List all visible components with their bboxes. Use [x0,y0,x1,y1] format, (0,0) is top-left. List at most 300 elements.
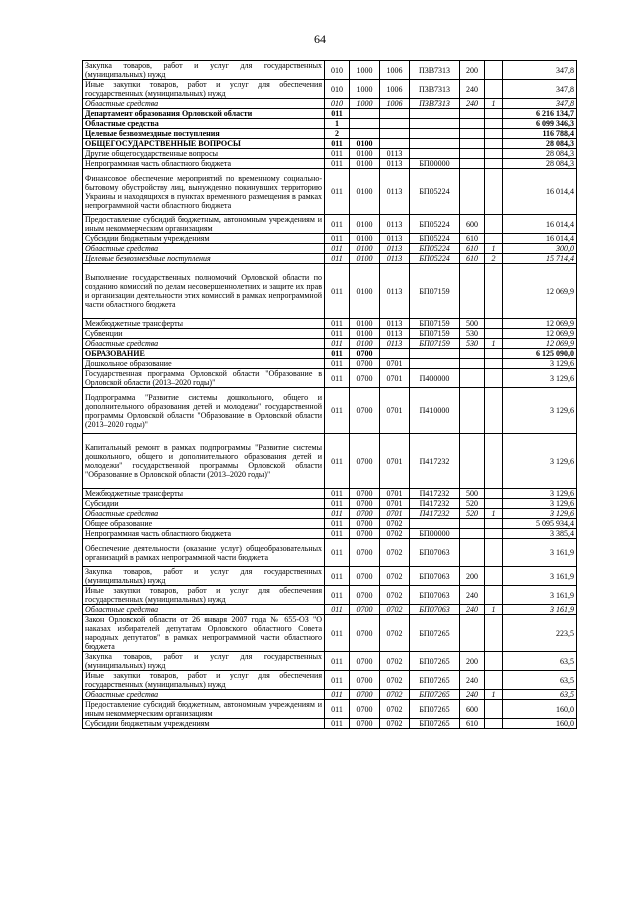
admin-code-cell: 011 [325,388,350,434]
row-name-cell: Закупка товаров, работ и услуг для государственных (муниципальных) нужд [83,61,325,80]
row-name-cell: Подпрограмма "Развитие системы дошкольного, общего и дополнительного образования детей и молодежи" государственной программы Орловской области "Образование в Орловской области (2013–2020 годы)" [83,388,325,434]
admin-code-cell: 011 [325,234,350,244]
row-name-cell: Государственная программа Орловской области "Образование в Орловской области (2013–2020 годы)" [83,369,325,388]
table-row [83,349,577,359]
table-row [83,80,577,99]
subsection-code-cell: 1006 [380,80,410,99]
row-name-cell: Областные средства [83,605,325,615]
subsection-code-cell: 0702 [380,539,410,567]
expense-type-cell [460,349,485,359]
table-row [83,434,577,489]
row-name-cell: ОБРАЗОВАНИЕ [83,349,325,359]
admin-code-cell: 011 [325,339,350,349]
source-code-cell [485,529,503,539]
subsection-code-cell: 0702 [380,519,410,529]
row-name-cell: Финансовое обеспечение мероприятий по временному социально-бытовому обустройству лиц, вынужденно покинувших территорию Украины и находящихся в пунктах временного размещения в рамках непрограммной части областного бюджета [83,169,325,215]
admin-code-cell: 011 [325,489,350,499]
subsection-code-cell: 0702 [380,586,410,605]
amount-cell: 3 129,6 [503,369,577,388]
target-article-cell: БП07159 [410,339,460,349]
admin-code-cell: 011 [325,652,350,671]
amount-cell: 3 161,9 [503,567,577,586]
table-row [83,615,577,652]
target-article-cell: БП00000 [410,529,460,539]
amount-cell: 300,0 [503,244,577,254]
table-row [83,264,577,319]
amount-cell: 347,8 [503,80,577,99]
row-name-cell: Другие общегосударственные вопросы [83,149,325,159]
source-code-cell [485,349,503,359]
source-code-cell [485,499,503,509]
admin-code-cell: 011 [325,359,350,369]
table-row [83,119,577,129]
amount-cell: 63,5 [503,652,577,671]
subsection-code-cell: 0702 [380,700,410,719]
target-article-cell: П417232 [410,489,460,499]
table-row [83,149,577,159]
section-code-cell: 1000 [350,99,380,109]
expense-type-cell: 240 [460,671,485,690]
target-article-cell [410,119,460,129]
subsection-code-cell: 0701 [380,509,410,519]
row-name-cell: Дошкольное образование [83,359,325,369]
target-article-cell [410,519,460,529]
section-code-cell: 0100 [350,254,380,264]
target-article-cell: БП07265 [410,690,460,700]
admin-code-cell: 011 [325,690,350,700]
table-row [83,319,577,329]
target-article-cell: БП07159 [410,264,460,319]
row-name-cell: Областные средства [83,244,325,254]
target-article-cell: БП07159 [410,319,460,329]
target-article-cell: БП07063 [410,539,460,567]
section-code-cell: 0100 [350,234,380,244]
expense-type-cell [460,519,485,529]
row-name-cell: Целевые безвозмездные поступления [83,254,325,264]
expense-type-cell: 610 [460,719,485,729]
target-article-cell: П417232 [410,434,460,489]
source-code-cell [485,129,503,139]
subsection-code-cell: 0113 [380,149,410,159]
admin-code-cell: 1 [325,119,350,129]
section-code-cell: 0700 [350,700,380,719]
source-code-cell [485,652,503,671]
expense-type-cell [460,129,485,139]
expense-type-cell: 200 [460,567,485,586]
expense-type-cell: 520 [460,509,485,519]
section-code-cell: 0100 [350,159,380,169]
expense-type-cell: 500 [460,489,485,499]
expense-type-cell: 610 [460,244,485,254]
target-article-cell [410,359,460,369]
subsection-code-cell: 1006 [380,61,410,80]
amount-cell: 28 084,3 [503,159,577,169]
admin-code-cell: 2 [325,129,350,139]
amount-cell: 12 069,9 [503,339,577,349]
section-code-cell: 0700 [350,359,380,369]
row-name-cell: Субвенции [83,329,325,339]
table-row [83,605,577,615]
row-name-cell: Иные закупки товаров, работ и услуг для обеспечения государственных (муниципальных) нужд [83,671,325,690]
subsection-code-cell: 0702 [380,652,410,671]
amount-cell: 16 014,4 [503,234,577,244]
table-row [83,567,577,586]
target-article-cell [410,139,460,149]
admin-code-cell: 011 [325,434,350,489]
row-name-cell: Закон Орловской области от 26 января 2007 года № 655-ОЗ "О наказах избирателей депутатам Орловского областного Совета народных депутатов" в рамках непрограммной части областного бюджета [83,615,325,652]
section-code-cell: 0700 [350,369,380,388]
table-row [83,359,577,369]
row-name-cell: ОБЩЕГОСУДАРСТВЕННЫЕ ВОПРОСЫ [83,139,325,149]
row-name-cell: Областные средства [83,509,325,519]
amount-cell: 3 161,9 [503,586,577,605]
expense-type-cell [460,529,485,539]
amount-cell: 63,5 [503,690,577,700]
expense-type-cell [460,109,485,119]
source-code-cell [485,519,503,529]
table-row [83,519,577,529]
amount-cell: 3 129,6 [503,489,577,499]
expense-type-cell [460,119,485,129]
table-row [83,159,577,169]
expense-type-cell: 600 [460,215,485,234]
target-article-cell: БП07265 [410,700,460,719]
source-code-cell [485,61,503,80]
row-name-cell: Субсидии бюджетным учреждениям [83,719,325,729]
source-code-cell [485,159,503,169]
subsection-code-cell [380,349,410,359]
source-code-cell [485,489,503,499]
table-row [83,671,577,690]
section-code-cell: 0700 [350,519,380,529]
target-article-cell: БП07063 [410,605,460,615]
admin-code-cell: 011 [325,149,350,159]
amount-cell: 160,0 [503,700,577,719]
table-row [83,690,577,700]
table-row [83,244,577,254]
section-code-cell: 0700 [350,605,380,615]
table-row [83,169,577,215]
expense-type-cell: 240 [460,605,485,615]
expense-type-cell [460,539,485,567]
section-code-cell: 0700 [350,388,380,434]
admin-code-cell: 011 [325,254,350,264]
section-code-cell: 0100 [350,329,380,339]
row-name-cell: Капитальный ремонт в рамках подпрограммы "Развитие системы дошкольного, общего и дополнительного образования детей и молодежи" государственной программы Орловской области "Образование в Орловской области (2013–2020 годы)" [83,434,325,489]
row-name-cell: Областные средства [83,690,325,700]
admin-code-cell: 011 [325,539,350,567]
row-name-cell: Выполнение государственных полномочий Орловской области по созданию комиссий по делам несовершеннолетних и защите их прав и организации деятельности этих комиссий в рамках непрограммной части областного бюджета [83,264,325,319]
page-number: 64 [314,32,326,46]
section-code-cell: 0100 [350,264,380,319]
amount-cell: 16 014,4 [503,169,577,215]
row-name-cell: Иные закупки товаров, работ и услуг для обеспечения государственных (муниципальных) нужд [83,80,325,99]
source-code-cell [485,671,503,690]
target-article-cell: БП05224 [410,234,460,244]
target-article-cell: БП05224 [410,169,460,215]
section-code-cell: 0100 [350,215,380,234]
row-name-cell: Областные средства [83,339,325,349]
row-name-cell: Департамент образования Орловской области [83,109,325,119]
subsection-code-cell [380,119,410,129]
table-row [83,139,577,149]
section-code-cell: 0100 [350,319,380,329]
subsection-code-cell: 0113 [380,169,410,215]
expense-type-cell [460,369,485,388]
admin-code-cell: 011 [325,264,350,319]
expense-type-cell [460,359,485,369]
section-code-cell: 0700 [350,489,380,499]
expense-type-cell [460,434,485,489]
amount-cell: 6 099 346,3 [503,119,577,129]
source-code-cell: 1 [485,99,503,109]
row-name-cell: Обеспечение деятельности (оказание услуг) общеобразовательных организаций в рамках непрограммной части бюджета [83,539,325,567]
target-article-cell: БП07159 [410,329,460,339]
section-code-cell: 0700 [350,567,380,586]
subsection-code-cell: 0113 [380,319,410,329]
target-article-cell: БП07265 [410,652,460,671]
subsection-code-cell: 0701 [380,359,410,369]
admin-code-cell: 010 [325,99,350,109]
target-article-cell: БП00000 [410,159,460,169]
amount-cell: 15 714,4 [503,254,577,264]
source-code-cell [485,359,503,369]
expense-type-cell: 530 [460,339,485,349]
source-code-cell [485,119,503,129]
target-article-cell: БП05224 [410,254,460,264]
section-code-cell: 0100 [350,139,380,149]
expense-type-cell [460,159,485,169]
amount-cell: 28 084,3 [503,139,577,149]
table-row [83,339,577,349]
section-code-cell: 0700 [350,349,380,359]
source-code-cell: 1 [485,605,503,615]
source-code-cell: 1 [485,509,503,519]
row-name-cell: Общее образование [83,519,325,529]
section-code-cell [350,129,380,139]
table-row [83,215,577,234]
row-name-cell: Субсидии бюджетным учреждениям [83,234,325,244]
admin-code-cell: 011 [325,509,350,519]
admin-code-cell: 011 [325,586,350,605]
admin-code-cell: 010 [325,61,350,80]
amount-cell: 3 161,9 [503,605,577,615]
expense-type-cell: 600 [460,700,485,719]
table-row [83,109,577,119]
amount-cell: 3 129,6 [503,499,577,509]
admin-code-cell: 011 [325,519,350,529]
table-row [83,99,577,109]
section-code-cell: 0700 [350,671,380,690]
expense-type-cell: 200 [460,61,485,80]
target-article-cell: БП07063 [410,586,460,605]
subsection-code-cell: 0702 [380,615,410,652]
section-code-cell: 0700 [350,719,380,729]
row-name-cell: Непрограммная часть областного бюджета [83,159,325,169]
amount-cell: 3 129,6 [503,359,577,369]
admin-code-cell: 011 [325,369,350,388]
section-code-cell: 1000 [350,80,380,99]
amount-cell: 6 125 090,0 [503,349,577,359]
expense-type-cell: 500 [460,319,485,329]
section-code-cell: 0700 [350,690,380,700]
admin-code-cell: 011 [325,244,350,254]
amount-cell: 3 129,6 [503,434,577,489]
admin-code-cell: 011 [325,349,350,359]
subsection-code-cell: 0701 [380,434,410,489]
section-code-cell: 0700 [350,615,380,652]
admin-code-cell: 011 [325,671,350,690]
section-code-cell: 0700 [350,539,380,567]
budget-table [82,60,577,729]
amount-cell: 3 129,6 [503,388,577,434]
amount-cell: 347,8 [503,99,577,109]
source-code-cell [485,719,503,729]
table-row [83,61,577,80]
target-article-cell: БП07265 [410,671,460,690]
section-code-cell: 0700 [350,586,380,605]
source-code-cell [485,615,503,652]
subsection-code-cell: 0113 [380,159,410,169]
admin-code-cell: 011 [325,529,350,539]
amount-cell: 16 014,4 [503,215,577,234]
section-code-cell: 0700 [350,499,380,509]
expense-type-cell: 200 [460,652,485,671]
expense-type-cell: 240 [460,690,485,700]
target-article-cell: БП05224 [410,244,460,254]
admin-code-cell: 011 [325,329,350,339]
row-name-cell: Областные средства [83,99,325,109]
source-code-cell [485,139,503,149]
row-name-cell: Межбюджетные трансферты [83,489,325,499]
target-article-cell: П3В7313 [410,61,460,80]
source-code-cell [485,80,503,99]
table-row [83,509,577,519]
subsection-code-cell: 0113 [380,215,410,234]
section-code-cell: 0700 [350,652,380,671]
target-article-cell: П417232 [410,499,460,509]
subsection-code-cell: 0702 [380,719,410,729]
table-row [83,489,577,499]
source-code-cell: 1 [485,690,503,700]
expense-type-cell [460,264,485,319]
subsection-code-cell: 0701 [380,499,410,509]
amount-cell: 12 069,9 [503,319,577,329]
section-code-cell: 0700 [350,529,380,539]
amount-cell: 12 069,9 [503,264,577,319]
expense-type-cell [460,615,485,652]
amount-cell: 223,5 [503,615,577,652]
admin-code-cell: 011 [325,700,350,719]
subsection-code-cell: 0701 [380,369,410,388]
section-code-cell: 0100 [350,244,380,254]
admin-code-cell: 011 [325,567,350,586]
target-article-cell [410,129,460,139]
source-code-cell [485,586,503,605]
section-code-cell: 1000 [350,61,380,80]
subsection-code-cell: 0113 [380,234,410,244]
subsection-code-cell: 0113 [380,244,410,254]
table-row [83,129,577,139]
source-code-cell: 1 [485,339,503,349]
expense-type-cell: 610 [460,234,485,244]
admin-code-cell: 011 [325,109,350,119]
amount-cell: 12 069,9 [503,329,577,339]
source-code-cell [485,567,503,586]
admin-code-cell: 011 [325,719,350,729]
table-row [83,254,577,264]
amount-cell: 63,5 [503,671,577,690]
row-name-cell: Предоставление субсидий бюджетным, автономным учреждениям и иным некоммерческим организациям [83,700,325,719]
row-name-cell: Межбюджетные трансферты [83,319,325,329]
expense-type-cell [460,139,485,149]
target-article-cell: БП07265 [410,719,460,729]
source-code-cell [485,215,503,234]
table-row [83,652,577,671]
table-row [83,388,577,434]
source-code-cell [485,319,503,329]
budget-table-body [83,61,577,729]
admin-code-cell: 011 [325,615,350,652]
section-code-cell: 0100 [350,339,380,349]
target-article-cell: П417232 [410,509,460,519]
section-code-cell: 0100 [350,169,380,215]
table-row [83,586,577,605]
target-article-cell: П410000 [410,388,460,434]
admin-code-cell: 011 [325,319,350,329]
section-code-cell: 0100 [350,149,380,159]
table-row [83,234,577,244]
subsection-code-cell [380,129,410,139]
source-code-cell [485,264,503,319]
expense-type-cell: 520 [460,499,485,509]
section-code-cell: 0700 [350,509,380,519]
row-name-cell: Закупка товаров, работ и услуг для государственных (муниципальных) нужд [83,652,325,671]
table-row [83,529,577,539]
source-code-cell [485,388,503,434]
row-name-cell: Непрограммная часть областного бюджета [83,529,325,539]
subsection-code-cell: 0702 [380,671,410,690]
amount-cell: 28 084,3 [503,149,577,159]
target-article-cell: П400000 [410,369,460,388]
admin-code-cell: 011 [325,139,350,149]
expense-type-cell [460,169,485,215]
source-code-cell [485,169,503,215]
source-code-cell [485,109,503,119]
section-code-cell [350,119,380,129]
target-article-cell: БП07265 [410,615,460,652]
section-code-cell [350,109,380,119]
subsection-code-cell: 0702 [380,690,410,700]
subsection-code-cell: 0113 [380,339,410,349]
amount-cell: 347,8 [503,61,577,80]
amount-cell: 3 385,4 [503,529,577,539]
source-code-cell [485,149,503,159]
expense-type-cell: 530 [460,329,485,339]
source-code-cell [485,700,503,719]
source-code-cell: 1 [485,244,503,254]
target-article-cell: П3В7313 [410,99,460,109]
source-code-cell [485,539,503,567]
subsection-code-cell [380,109,410,119]
amount-cell: 3 161,9 [503,539,577,567]
table-row [83,700,577,719]
table-row [83,539,577,567]
amount-cell: 160,0 [503,719,577,729]
source-code-cell: 2 [485,254,503,264]
target-article-cell: БП05224 [410,215,460,234]
subsection-code-cell: 0702 [380,605,410,615]
